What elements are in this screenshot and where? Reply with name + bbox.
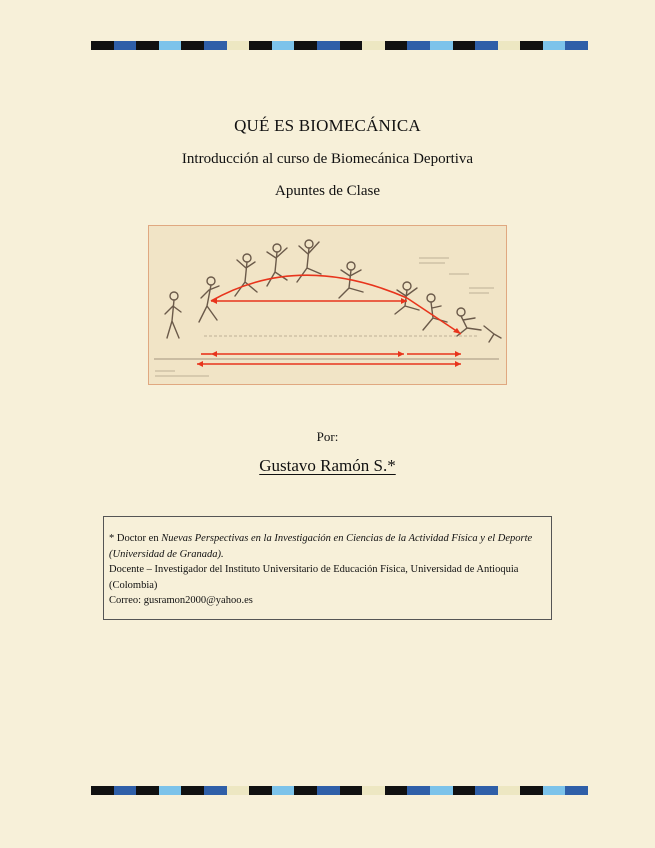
band-segment <box>317 41 340 50</box>
note-email: Correo: gusramon2000@yahoo.es <box>109 595 253 606</box>
document-title: QUÉ ES BIOMECÁNICA <box>234 116 421 135</box>
band-segment <box>565 786 588 795</box>
author-name <box>0 456 655 476</box>
band-segment <box>317 786 340 795</box>
band-segment <box>407 786 430 795</box>
band-segment <box>520 786 543 795</box>
band-segment <box>159 41 182 50</box>
band-segment <box>430 41 453 50</box>
band-segment <box>249 41 272 50</box>
band-segment <box>453 786 476 795</box>
band-segment <box>475 41 498 50</box>
notes-label: Apuntes de Clase <box>275 183 380 199</box>
document-subtitle: Introducción al curso de Biomecánica Deportiva <box>181 151 474 167</box>
band-segment <box>498 786 521 795</box>
band-segment <box>136 786 159 795</box>
byline-label: Por: <box>316 429 339 444</box>
band-segment <box>543 786 566 795</box>
band-segment <box>430 786 453 795</box>
band-segment <box>114 786 137 795</box>
band-segment <box>227 41 250 50</box>
band-segment <box>272 41 295 50</box>
top-decorative-band <box>91 41 588 50</box>
note-position: Docente – Investigador del Instituto Universitario de Educación Física, Universidad de Antioquia (Colombia) <box>109 564 519 591</box>
note-degree <box>109 531 545 562</box>
band-segment <box>475 786 498 795</box>
band-segment <box>249 786 272 795</box>
band-segment <box>114 41 137 50</box>
note-degree-program: Nuevas Perspectivas en la Investigación en Ciencias de la Actividad Física y el Deporte (Universidad de Granada). <box>109 533 533 560</box>
band-segment <box>362 41 385 50</box>
band-segment <box>227 786 250 795</box>
band-segment <box>294 41 317 50</box>
band-segment <box>498 41 521 50</box>
bottom-decorative-band <box>91 786 588 795</box>
band-segment <box>385 41 408 50</box>
band-segment <box>407 41 430 50</box>
band-segment <box>181 786 204 795</box>
band-segment <box>362 786 385 795</box>
band-segment <box>272 786 295 795</box>
author-note-box <box>103 516 552 620</box>
band-segment <box>91 41 114 50</box>
band-segment <box>565 41 588 50</box>
band-segment <box>181 41 204 50</box>
band-segment <box>136 41 159 50</box>
band-segment <box>453 41 476 50</box>
note-degree-prefix: * Doctor en <box>109 533 162 544</box>
long-jump-illustration <box>149 226 506 384</box>
band-segment <box>385 786 408 795</box>
band-segment <box>543 41 566 50</box>
band-segment <box>204 41 227 50</box>
band-segment <box>340 41 363 50</box>
long-jump-figure <box>148 225 507 385</box>
band-segment <box>91 786 114 795</box>
band-segment <box>204 786 227 795</box>
band-segment <box>340 786 363 795</box>
band-segment <box>294 786 317 795</box>
author-name-text: Gustavo Ramón S.* <box>259 456 396 475</box>
band-segment <box>520 41 543 50</box>
band-segment <box>159 786 182 795</box>
